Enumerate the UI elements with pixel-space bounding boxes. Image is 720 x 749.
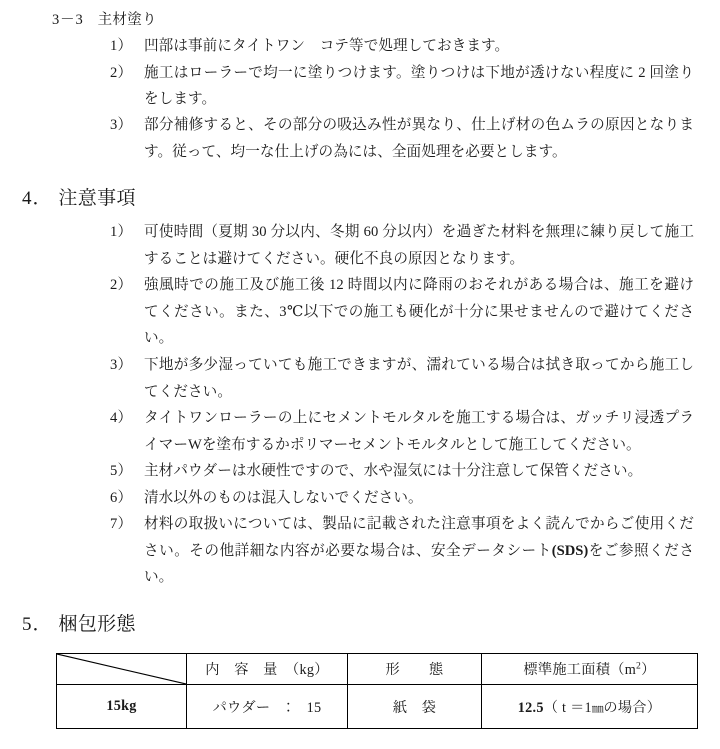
- table-header-form: 形 態: [348, 654, 482, 685]
- list-item-marker: 7）: [110, 516, 133, 533]
- table-cell-content-volume: パウダー ： 15: [187, 685, 348, 729]
- table-header-standard-area: [482, 654, 698, 685]
- standard-area-note-unit: ㎜: [591, 701, 604, 715]
- list-item-text: 凹部は事前にタイトワン コテ等で処理しておきます。: [144, 38, 510, 55]
- section-title-5: 梱包形態: [58, 613, 136, 635]
- list-item-text: タイトワンローラーの上にセメントモルタルを施工する場合は、ガッチリ浸透プライマーWを塗布するかポリマーセメントモルタルとして施工してください。: [144, 410, 694, 453]
- list-item: [110, 485, 694, 512]
- section-heading-4: [0, 165, 720, 220]
- section-heading-5: [0, 591, 720, 646]
- list-item-marker: 2）: [110, 277, 133, 294]
- table-header-row: [57, 654, 698, 685]
- list-item-text-before: 材料の取扱いについては、製品に記載された注意事項をよく読んでからご使用ください。その他詳細な内容が必要な場合は、安全データシート: [144, 516, 694, 559]
- list-item-marker: 3）: [110, 117, 133, 134]
- list-item-marker: 3）: [110, 357, 133, 374]
- list-item-marker: 4）: [110, 410, 133, 427]
- section-number-5: 5．: [22, 613, 53, 635]
- table-corner-cell: [57, 654, 187, 685]
- standard-area-note-close: の場合）: [603, 699, 662, 716]
- table-cell-package-size: 15kg: [57, 685, 187, 729]
- section-number-4: 4．: [22, 187, 53, 209]
- list-section-4: [0, 219, 720, 591]
- diagonal-divider-icon: [57, 654, 186, 684]
- list-item: [110, 33, 694, 59]
- table-cell-form: 紙 袋: [348, 685, 482, 729]
- standard-area-note-open: （ t ＝1: [543, 699, 592, 716]
- list-item-text: 清水以外のものは混入しないでください。: [144, 489, 423, 506]
- section-title-4: 注意事項: [58, 187, 136, 209]
- list-item-text: [144, 511, 694, 591]
- list-item: [110, 272, 694, 352]
- list-item-text-after: をご参照ください。: [144, 542, 694, 586]
- list-item-marker: 1）: [110, 38, 133, 55]
- list-item: [110, 352, 694, 405]
- list-item-marker: 5）: [110, 463, 133, 480]
- section-number-3-3: 3－3: [52, 12, 84, 28]
- list-item-text: 施工はローラーで均一に塗りつけます。塗りつけは下地が透けない程度に 2 回塗りをします。: [144, 64, 694, 107]
- table-cell-standard-area: [482, 685, 698, 729]
- list-item-marker: 2）: [110, 64, 133, 81]
- standard-area-prefix: 標準施工面積（m: [523, 662, 637, 679]
- list-item: [110, 511, 694, 591]
- section-heading-3-3: [0, 0, 720, 33]
- list-item-text: 可使時間（夏期 30 分以内、冬期 60 分以内）を過ぎた材料を無理に練り戻して施工することは避けてください。硬化不良の原因となります。: [144, 224, 694, 267]
- list-item: [110, 112, 694, 165]
- list-item-text: 部分補修すると、その部分の吸込み性が異なり、仕上げ材の色ムラの原因となります。従って、均一な仕上げの為には、全面処理を必要とします。: [144, 117, 694, 160]
- standard-area-suffix: ）: [641, 662, 656, 679]
- list-item-text: 主材パウダーは水硬性ですので、水や湿気には十分注意して保管ください。: [144, 463, 643, 480]
- section-title-3-3: 主材塗り: [97, 12, 157, 28]
- list-item: [110, 219, 694, 272]
- packaging-table-wrapper: [0, 645, 720, 729]
- list-item-marker: 1）: [110, 224, 133, 241]
- list-item-text-emphasis: (SDS): [551, 542, 589, 559]
- list-item: [110, 458, 694, 485]
- packaging-table: [56, 653, 698, 729]
- list-item: [110, 405, 694, 458]
- standard-area-value: 12.5: [517, 699, 544, 716]
- table-header-content-volume: 内 容 量 （kg）: [187, 654, 348, 685]
- list-item-text: 下地が多少湿っていても施工できますが、濡れている場合は拭き取ってから施工してください。: [144, 357, 694, 400]
- list-item-text: 強風時での施工及び施工後 12 時間以内に降雨のおそれがある場合は、施工を避けてください。また、3℃以下での施工も硬化が十分に果せませんので避けてください。: [144, 277, 694, 347]
- table-row: [57, 685, 698, 729]
- standard-area-superscript: 2: [636, 660, 642, 672]
- list-section-3-3: [0, 33, 720, 164]
- list-item-marker: 6）: [110, 489, 133, 506]
- list-item: [110, 60, 694, 113]
